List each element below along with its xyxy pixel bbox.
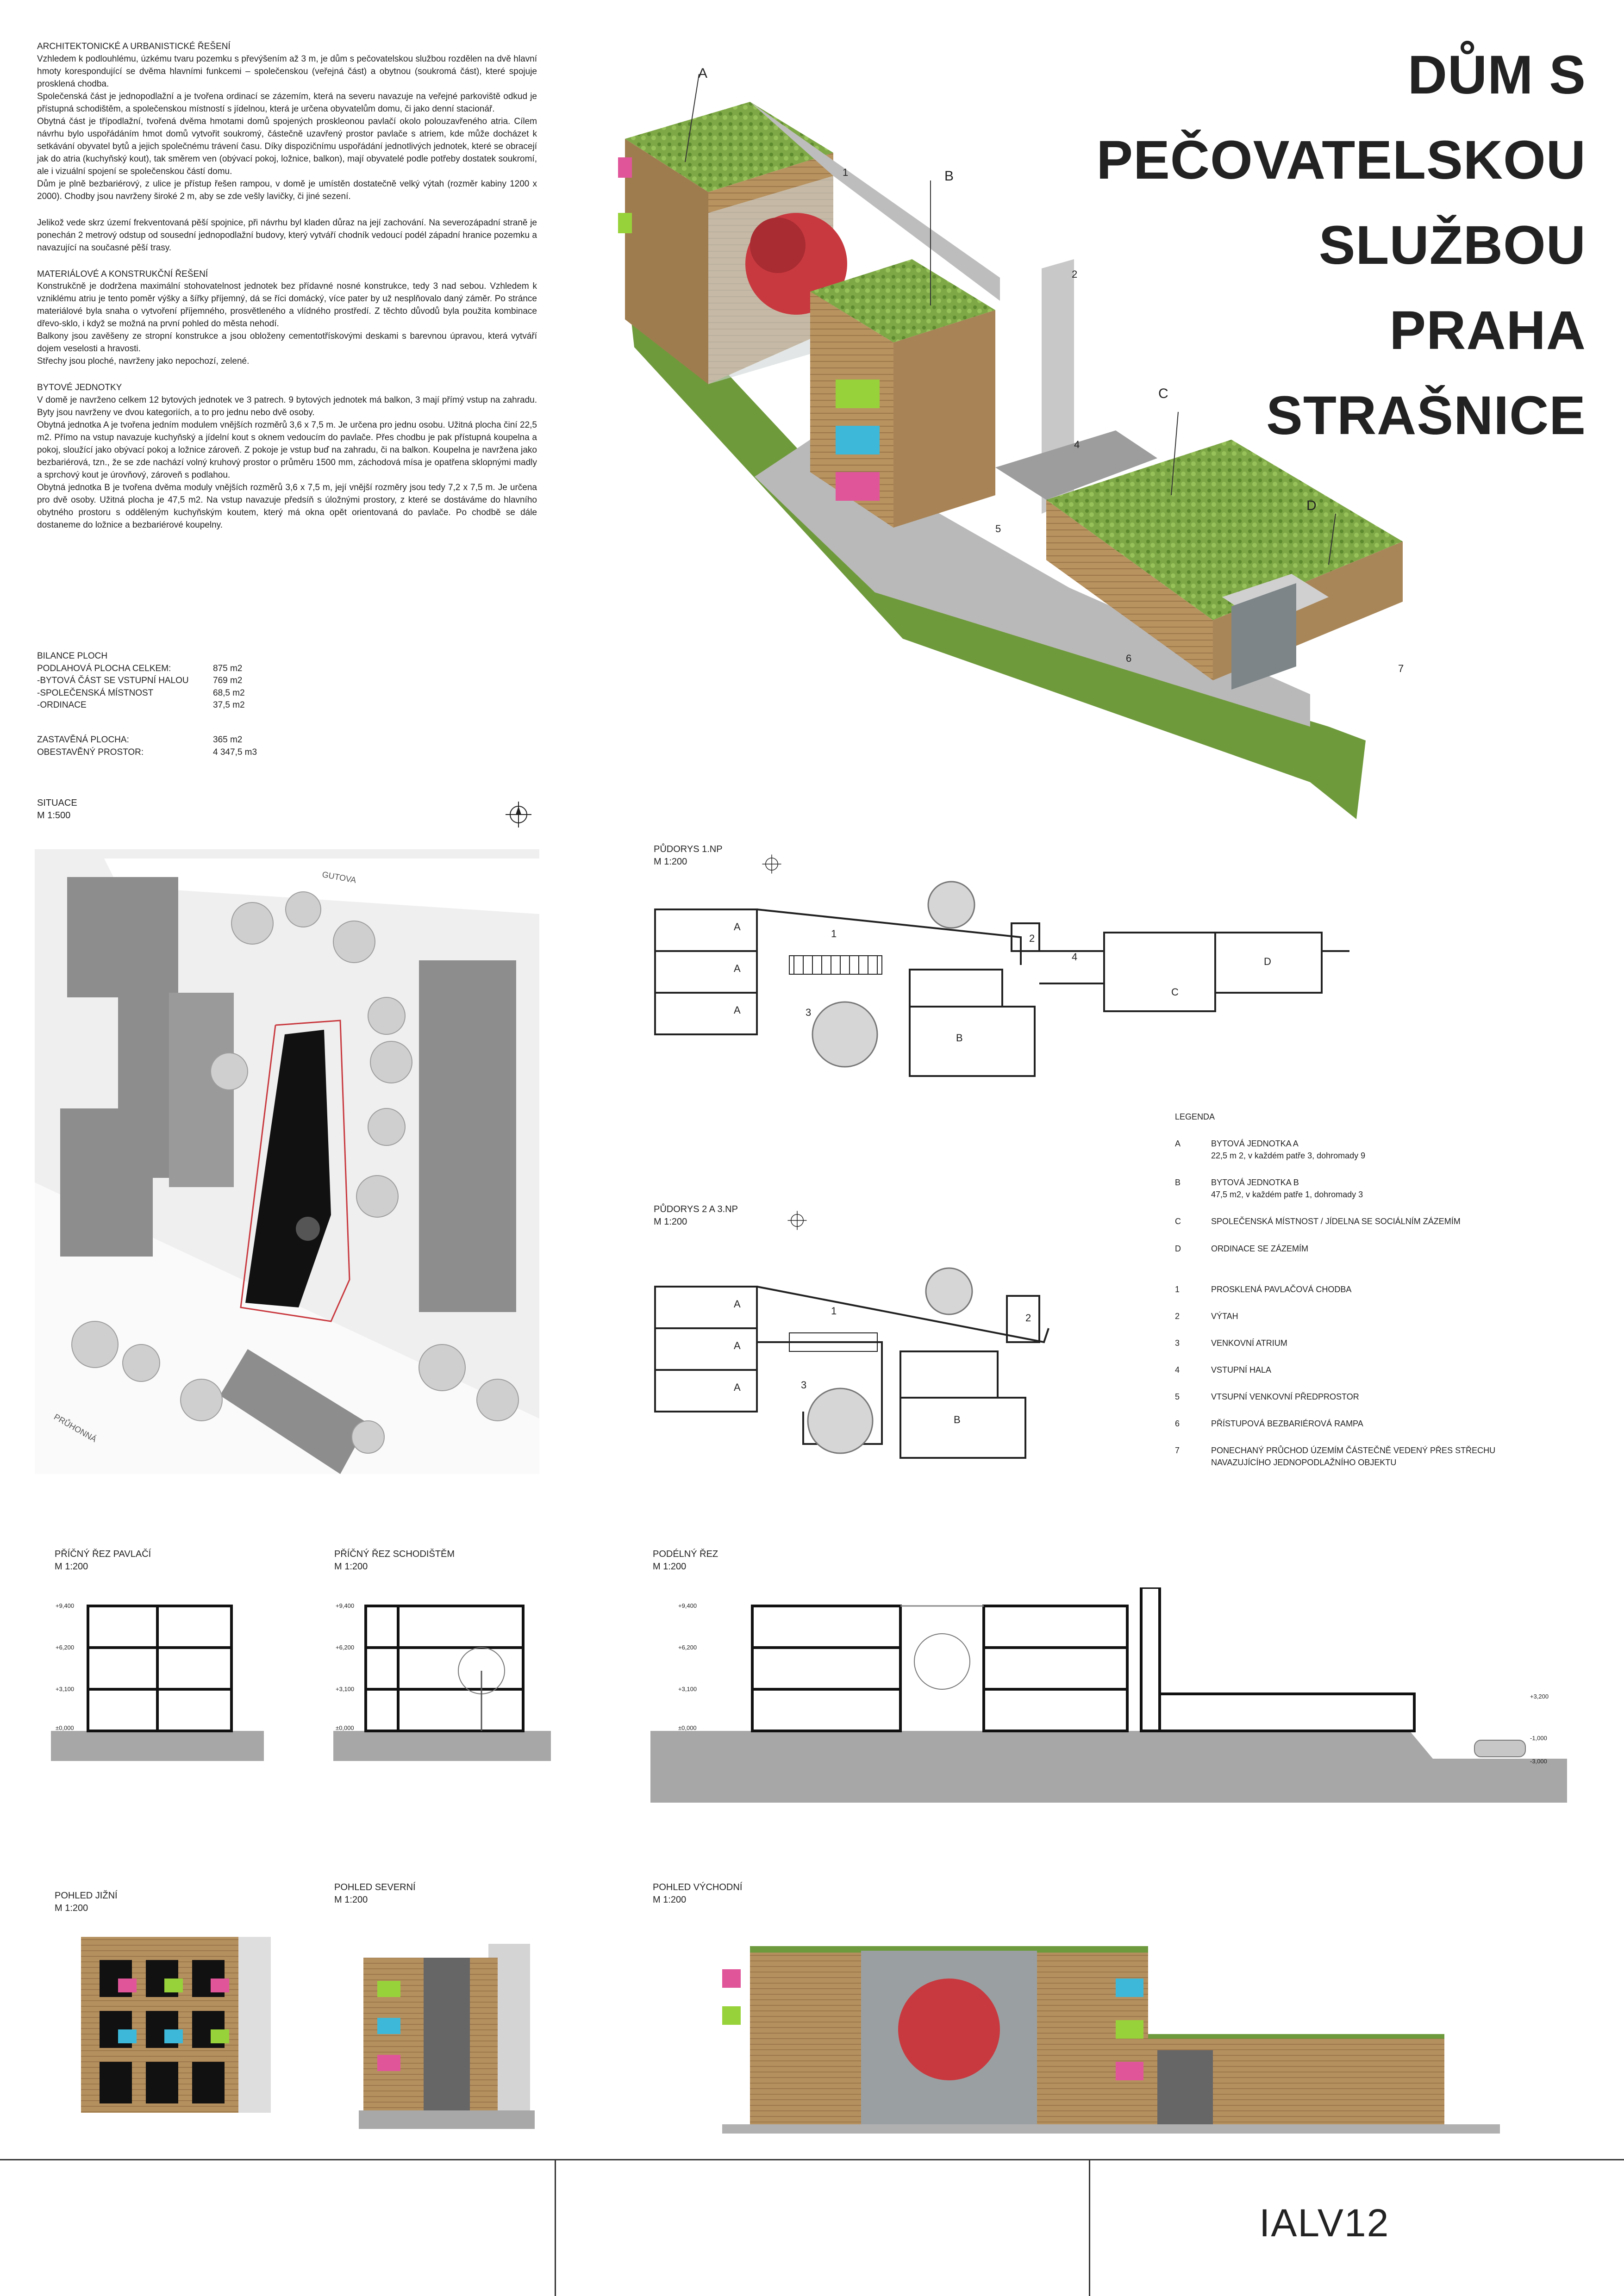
legend-item [1175, 1337, 1536, 1349]
plan-label: 4 [1072, 951, 1078, 963]
floor-plan-23np [650, 1250, 1076, 1467]
legend-text: PROSKLENÁ PAVLAČOVÁ CHODBA [1211, 1284, 1352, 1294]
drawing-title: POHLED JIŽNÍ [55, 1891, 118, 1901]
project-code: IALV12 [1259, 2201, 1390, 2245]
legend-item [1175, 1138, 1536, 1162]
tree-icon [926, 1268, 972, 1314]
legend-item [1175, 1310, 1536, 1322]
area-value: 37,5 m2 [213, 700, 245, 710]
legend-key: 4 [1175, 1365, 1180, 1375]
iso-label-2: 2 [1072, 268, 1078, 280]
legend-text: ORDINACE SE ZÁZEMÍM [1211, 1244, 1309, 1253]
plan-label: 1 [831, 928, 837, 940]
street-label: GUTOVA [321, 870, 357, 885]
drawing-scale: M 1:200 [334, 1562, 368, 1572]
drawing-title: PŮDORYS 2 A 3.NP [654, 1204, 738, 1214]
iso-label-4: 4 [1074, 439, 1080, 450]
legend-text: PONECHANÝ PRŮCHOD ÚZEMÍM ČÁSTEČNĚ VEDENÝ PŘES STŘECHU NAVAZUJÍCÍHO JEDNOPODLAŽNÍHO OBJEKTU [1211, 1446, 1496, 1468]
area-value: 4 347,5 m3 [213, 747, 257, 757]
level-label: +3,100 [678, 1686, 697, 1692]
legend-key: C [1175, 1217, 1181, 1226]
balcony-pink [618, 157, 632, 178]
paragraph: V domě je navrženo celkem 12 bytových jednotek ve 3 patrech. 9 bytových jednotek má balkon, 3 mají přímý vstup na zahradu. Byty jsou navrženy ve dvou kategoriích, a to pro jednu nebo dvě osoby. [37, 395, 537, 418]
atrium-tree [898, 1979, 1000, 2080]
legend-key: 1 [1175, 1284, 1180, 1294]
iso-label-d: D [1306, 498, 1317, 513]
level-label: +3,200 [1530, 1693, 1549, 1700]
legend-text: BYTOVÁ JEDNOTKA A [1211, 1139, 1299, 1149]
legend-text: VÝTAH [1211, 1311, 1238, 1321]
legend-text: BYTOVÁ JEDNOTKA B [1211, 1178, 1299, 1188]
floor-plan-1np [650, 877, 1363, 1090]
plan-label: D [1264, 956, 1271, 967]
floor-plan-23np-title [654, 1203, 738, 1228]
drawing-title: PŘÍČNÝ ŘEZ SCHODIŠTĚM [334, 1549, 455, 1559]
level-label: +6,200 [678, 1644, 697, 1651]
street-label: PRŮHONNÁ [52, 1412, 99, 1444]
level-label: +9,400 [678, 1602, 697, 1609]
iso-label-1: 1 [843, 167, 849, 178]
house-b-side [893, 310, 995, 528]
site-plan [35, 849, 539, 1474]
footer-divider [555, 2159, 556, 2296]
legend-item [1175, 1391, 1536, 1403]
tree-icon [808, 1388, 873, 1453]
drawing-title: POHLED SEVERNÍ [334, 1882, 416, 1892]
longitudinal-section [650, 1587, 1572, 1805]
legend-title: LEGENDA [1175, 1112, 1215, 1121]
plan-label: A [734, 1004, 741, 1016]
isometric-render [616, 60, 1449, 824]
drawing-scale: M 1:200 [653, 1562, 687, 1572]
north-arrow-icon [787, 1210, 807, 1231]
level-label: +3,100 [56, 1686, 75, 1692]
area-balance-heading: BILANCE PLOCH [37, 651, 108, 661]
section-heading-material: MATERIÁLOVÉ A KONSTRUKČNÍ ŘEŠENÍ [37, 269, 208, 279]
paragraph: Vzhledem k podlouhlému, úzkému tvaru pozemku s převýšením až 3 m, je dům s pečovatelskou službou rozdělen na dvě hlavní hmoty korespondující se dvěma hlavními funkcemi – společenskou (veřejná část) a obytnou (soukromá část), které spojuje prosklená chodba. [37, 54, 537, 89]
area-value: 875 m2 [213, 663, 243, 673]
drawing-title: SITUACE [37, 798, 77, 808]
title-line: PEČOVATELSKOU [1096, 130, 1586, 191]
legend-item [1175, 1283, 1536, 1295]
plan-label: C [1171, 986, 1179, 998]
tree-icon [928, 882, 974, 928]
drawing-title: PŘÍČNÝ ŘEZ PAVLAČÍ [55, 1549, 151, 1559]
legend-item [1175, 1243, 1536, 1255]
balcony-lime [836, 380, 880, 408]
floor-plan-1np-title [654, 843, 723, 868]
paragraph: Obytná část je třípodlažní, tvořená dvěma hmotami domů spojených proskleonou pavlačí okolo polouzavřeného atria. Cílem návrhu bylo uspořádáním hmot domů vytvořit soukromý, částečně uzavřený prostor pavlače s atriem, kde může docházet k setkávání obyvatel bytů a jejich společnému trávení času. Díky dispozičnímu uspořádání jednotlivých jednotek, které se obracejí jak do atria (kuchyňský kout), tak směrem ven (obývací pokoj, ložnice, balkon), mají obyvatelé podle potřeby dostatek soukromí, ale i vizuální spojení se společenskou částí domu. [37, 116, 537, 176]
plan-label: 1 [831, 1305, 837, 1317]
legend-item [1175, 1176, 1536, 1201]
iso-label-a: A [698, 66, 708, 81]
plan-label: A [734, 921, 741, 933]
legend-sub: 47,5 m2, v každém patře 1, dohromady 3 [1211, 1190, 1363, 1200]
level-label: ±0,000 [56, 1724, 74, 1731]
elevation-north [359, 1944, 535, 2129]
level-label: -1,000 [1530, 1735, 1547, 1742]
plan-label: B [954, 1414, 961, 1425]
iso-label-c: C [1158, 386, 1168, 401]
title-line: STRAŠNICE [1266, 385, 1586, 446]
balcony-pink [836, 472, 880, 501]
plan-label: B [956, 1032, 963, 1044]
legend-text: VSTUPNÍ HALA [1211, 1365, 1272, 1375]
legend-key: D [1175, 1244, 1181, 1253]
area-value: 68,5 m2 [213, 688, 245, 698]
paragraph: Jelikož vede skrz území frekventovaná pěší spojnice, při návrhu byl kladen důraz na její zachování. Na severozápadní straně je ponechán 2 metrový odstup od sousední jednopodlažní budovy, který vytváří chodník vedoucí podél západní hranice pozemku a navazující na současné pěší trasy. [37, 218, 537, 253]
legend-text: SPOLEČENSKÁ MÍSTNOST / JÍDELNA SE SOCIÁLNÍM ZÁZEMÍM [1211, 1217, 1461, 1226]
drawing-scale: M 1:200 [55, 1903, 88, 1913]
section-heading-architecture: ARCHITEKTONICKÉ A URBANISTICKÉ ŘEŠENÍ [37, 42, 231, 51]
area-label: PODLAHOVÁ PLOCHA CELKEM: [37, 663, 171, 673]
iso-label-6: 6 [1126, 653, 1132, 664]
cross-section-gallery [51, 1592, 269, 1763]
title-line: SLUŽBOU [1318, 215, 1586, 276]
legend-text: PŘÍSTUPOVÁ BEZBARIÉROVÁ RAMPA [1211, 1419, 1363, 1429]
cross-section-stairs [333, 1592, 551, 1763]
north-arrow-icon [505, 801, 532, 828]
level-label: +9,400 [336, 1602, 355, 1609]
legend-item [1175, 1444, 1536, 1468]
level-label: ±0,000 [678, 1724, 697, 1731]
legend-key: 2 [1175, 1311, 1180, 1321]
drawing-title: POHLED VÝCHODNÍ [653, 1882, 743, 1892]
legend-key: B [1175, 1178, 1181, 1188]
drawing-scale: M 1:200 [55, 1562, 88, 1572]
legend-key: A [1175, 1139, 1181, 1149]
paragraph: Konstrukčně je dodržena maximální stohovatelnost jednotek bez přídavné nosné konstrukce, tedy 3 nad sebou. Vzhledem k vzniklému atriu je tento poměr výšky a šířky příjemný, dá se říci domácký, více pater by už nesplňovalo daný záměr. Po stránce materiálové byla snaha o vytvoření příjemného, prosvětleného a vlídného prostředí. Z těchto důvodů byla použita kombinace dřevo-sklo, i když se možná na první pohled do města nehodí. [37, 281, 537, 329]
legend-key: 5 [1175, 1392, 1180, 1402]
drawing-scale: M 1:200 [654, 1217, 687, 1227]
balcony-lime [618, 213, 632, 233]
elevation-south-title [55, 1890, 118, 1915]
area-label: -ORDINACE [37, 700, 87, 710]
legend-text: VTSUPNÍ VENKOVNÍ PŘEDPROSTOR [1211, 1392, 1359, 1402]
drawing-scale: M 1:200 [654, 857, 687, 867]
legend-sub: 22,5 m 2, v každém patře 3, dohromady 9 [1211, 1151, 1366, 1161]
elevation-east-title [653, 1881, 742, 1906]
section-3-title [653, 1548, 718, 1573]
drawing-title: PŮDORYS 1.NP [654, 844, 723, 854]
plan-label: A [734, 1381, 741, 1393]
legend-key: 3 [1175, 1338, 1180, 1348]
drawing-scale: M 1:500 [37, 810, 71, 821]
level-label: +3,100 [336, 1686, 355, 1692]
paragraph: Střechy jsou ploché, navrženy jako nepochozí, zelené. [37, 356, 250, 367]
paragraph: Dům je plně bezbariérový, z ulice je přístup řešen rampou, v domě je umístěn dostatečně velký výtah (rozměr kabiny 1200 x 2000). Chodby jsou navrženy široké 2 m, aby se zde vešly lavičky, či jiné sezení. [37, 179, 537, 201]
elevation-south [81, 1937, 275, 2117]
legend-item [1175, 1364, 1536, 1376]
iso-label-b: B [944, 168, 954, 184]
legend-item [1175, 1215, 1536, 1227]
legend-key: 6 [1175, 1419, 1180, 1429]
plan-label: A [734, 1340, 741, 1351]
area-label: -BYTOVÁ ČÁST SE VSTUPNÍ HALOU [37, 676, 189, 686]
elevation-east [722, 1941, 1500, 2136]
plan-label: A [734, 963, 741, 974]
plan-label: 2 [1029, 933, 1035, 944]
plan-label: 3 [806, 1007, 812, 1018]
drawing-title: PODÉLNÝ ŘEZ [653, 1549, 718, 1559]
area-value: 769 m2 [213, 676, 243, 686]
plan-label: A [734, 1298, 741, 1310]
paragraph: Společenská část je jednopodlažní a je tvořena ordinací se zázemím, která na severu navazuje na veřejné parkoviště odkud je přístupná schodištěm, a společenskou místností s jídelnou, která je určena obyvatelům domu, či jako denní stacionář. [37, 91, 537, 114]
area-label: -SPOLEČENSKÁ MÍSTNOST [37, 688, 154, 698]
section-2-title [334, 1548, 455, 1573]
plan-label: 2 [1025, 1312, 1031, 1324]
section-1-title [55, 1548, 151, 1573]
description-text [37, 41, 537, 532]
iso-label-7: 7 [1398, 663, 1404, 674]
legend-key: 7 [1175, 1446, 1180, 1456]
balcony-cyan [836, 426, 880, 454]
site-plan-title [37, 797, 77, 822]
legend-item [1175, 1418, 1536, 1430]
north-arrow-icon [762, 854, 782, 874]
legend-text: VENKOVNÍ ATRIUM [1211, 1338, 1287, 1348]
plan-label: 3 [801, 1379, 807, 1391]
area-balance [37, 650, 361, 759]
level-label: +6,200 [336, 1644, 355, 1651]
area-value: 365 m2 [213, 734, 243, 745]
elevation-north-title [334, 1881, 416, 1906]
section-heading-units: BYTOVÉ JEDNOTKY [37, 383, 122, 393]
iso-label-5: 5 [995, 523, 1001, 535]
title-line: DŮM S [1407, 44, 1586, 106]
drawing-scale: M 1:200 [334, 1895, 368, 1905]
area-label: ZASTAVĚNÁ PLOCHA: [37, 734, 129, 745]
legend [1175, 1111, 1536, 1483]
paragraph: Balkony jsou zavěšeny ze stropní konstrukce a jsou obloženy cementotřískovými deskami s barevnou úpravou, která vytváří dojem veselosti a hravosti. [37, 331, 537, 354]
drawing-scale: M 1:200 [653, 1895, 687, 1905]
footer-divider [0, 2159, 1624, 2160]
footer-divider [1089, 2159, 1090, 2296]
tree-icon [812, 1002, 877, 1067]
level-label: +9,400 [56, 1602, 75, 1609]
title-line: PRAHA [1389, 300, 1586, 361]
level-label: +6,200 [56, 1644, 75, 1651]
paragraph: Obytná jednotka A je tvořena jedním modulem vnějších rozměrů 3,6 x 7,5 m. Je určena pro jednu osobu. Užitná plocha činí 22,5 m2. Přímo na vstup navazuje kuchyňský a jídelní kout s oknem vedoucím do pavlače. Přes chodbu je pak přístupná koupelna a pokoj, sloužící jako obývací pokoj a ložnice zároveň. Z pokoje je vstup buď na zahradu, či na balkon. Koupelna je navržena jako bezbariérová, tzn., že se zde nachází volný kruhový prostor o průměru 1500 mm, záchodová mísa je opatřena sklopnými madly a sprchový kout je úrovňový, zároveň s podlahou. [37, 420, 537, 480]
area-label: OBESTAVĚNÝ PROSTOR: [37, 747, 144, 757]
car [1474, 1740, 1525, 1757]
tree-icon [914, 1634, 970, 1689]
level-label: -3,000 [1530, 1758, 1547, 1765]
paragraph: Obytná jednotka B je tvořena dvěma moduly vnějších rozměrů 3,6 x 7,5 m, její vnější rozměry jsou tedy 7,2 x 7,5 m. Je určena pro dvě osoby. Užitná plocha je 47,5 m2. Na vstup navazuje předsíň s úložnými prostory, z které se dostáváme do hlavního obytného prostoru s odděleným kuchyňským koutem, který má okna opět orientovaná do pavlače. Po chodbě se dále dostaneme do ložnice a bezbariérové koupelny. [37, 483, 537, 530]
level-label: ±0,000 [336, 1724, 354, 1731]
